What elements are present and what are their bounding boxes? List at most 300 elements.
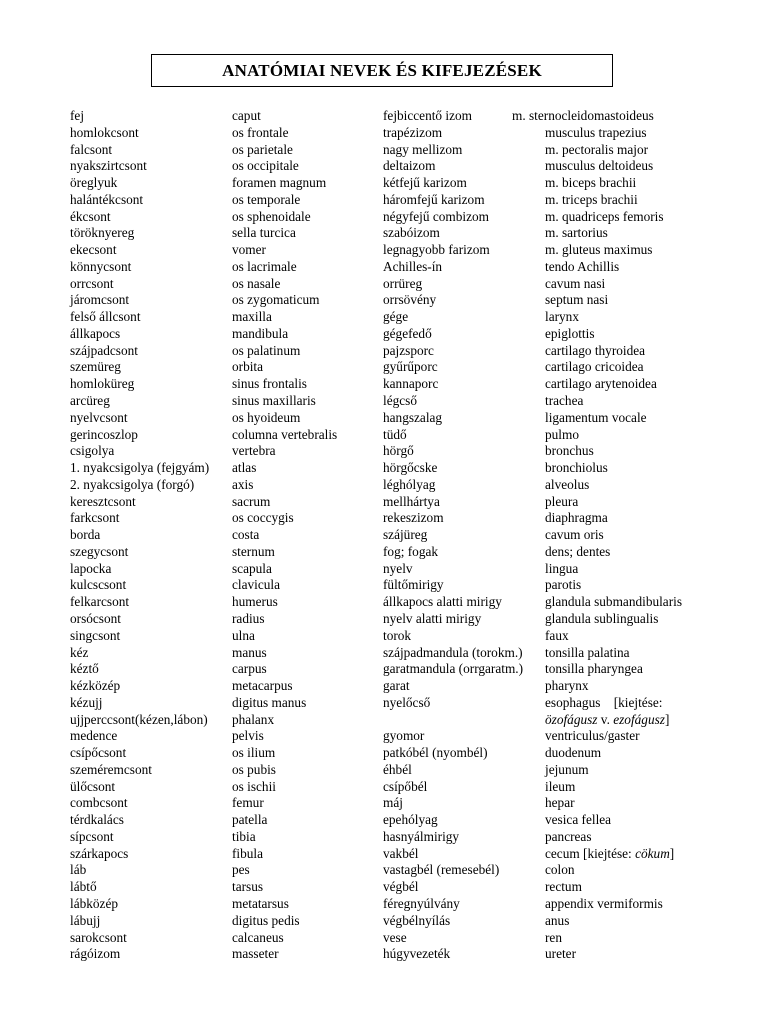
term-text: Achilles-ín — [383, 258, 443, 274]
term-row — [232, 209, 337, 226]
term-text: felkarcsont — [70, 594, 130, 610]
term-text: garatmandula (orrgaratm.) — [383, 661, 524, 677]
term-row — [545, 125, 687, 142]
term-text: cartilago cricoidea — [545, 359, 644, 375]
term-text: vomer — [232, 242, 266, 258]
term-text: tibia — [232, 828, 256, 844]
term-text: háromfejű karizom — [383, 191, 485, 207]
term-text: pleura — [545, 493, 579, 509]
term-text: os frontale — [232, 124, 289, 140]
term-row — [545, 527, 687, 544]
term-text: os pubis — [232, 761, 276, 777]
term-text: tüdő — [383, 426, 407, 442]
term-row — [232, 443, 337, 460]
term-text: szárkapocs — [70, 845, 129, 861]
term-row — [232, 846, 337, 863]
term-text: duodenum — [545, 745, 602, 761]
term-text: nyelv — [383, 560, 413, 576]
term-text: medence — [70, 728, 118, 744]
term-row — [383, 544, 523, 561]
term-row — [232, 762, 337, 779]
term-text: nyelv alatti mirigy — [383, 610, 482, 626]
term-text: os ischii — [232, 778, 276, 794]
term-text: csípőcsont — [70, 745, 127, 761]
term-row — [232, 242, 337, 259]
term-row — [232, 460, 337, 477]
term-row — [232, 611, 337, 628]
term-text: mandibula — [232, 325, 289, 341]
term-text: m. biceps brachii — [545, 175, 637, 191]
term-text: tarsus — [232, 879, 264, 895]
term-row — [70, 678, 209, 695]
term-text: columna vertebralis — [232, 426, 338, 442]
term-text: rekeszizom — [383, 510, 444, 526]
term-row — [383, 477, 523, 494]
term-row — [383, 359, 523, 376]
term-row — [545, 812, 687, 829]
term-text: costa — [232, 527, 260, 543]
term-row — [70, 762, 209, 779]
term-text: glandula sublingualis — [545, 610, 659, 626]
term-row — [383, 276, 523, 293]
term-row — [70, 125, 209, 142]
term-row — [383, 862, 523, 879]
term-text: sinus maxillaris — [232, 393, 316, 409]
term-text: könnycsont — [70, 258, 132, 274]
term-text: állkapocs alatti mirigy — [383, 594, 502, 610]
term-row — [70, 913, 209, 930]
term-row — [383, 745, 523, 762]
term-text: pajzsporc — [383, 342, 434, 358]
pronunciation-mid: v. — [597, 711, 614, 727]
term-text: kézujj — [70, 694, 103, 710]
term-row — [232, 594, 337, 611]
term-row — [545, 829, 687, 846]
term-text: manus — [232, 644, 267, 660]
term-row — [70, 393, 209, 410]
term-row — [383, 913, 523, 930]
term-text: vese — [383, 929, 407, 945]
term-text: ventriculus/gaster — [545, 728, 640, 744]
term-text: pelvis — [232, 728, 264, 744]
term-row — [70, 427, 209, 444]
term-row — [232, 795, 337, 812]
term-row — [70, 158, 209, 175]
term-text: cavum nasi — [545, 275, 606, 291]
term-text: faux — [545, 627, 569, 643]
term-row — [383, 443, 523, 460]
term-row — [545, 678, 687, 695]
term-text: kéz — [70, 644, 89, 660]
term-row — [545, 561, 687, 578]
term-row — [232, 544, 337, 561]
term-row — [232, 561, 337, 578]
term-row — [383, 829, 523, 846]
term-text: sacrum — [232, 493, 271, 509]
term-row — [383, 628, 523, 645]
term-text: m. quadriceps femoris — [545, 208, 664, 224]
term-row — [545, 779, 687, 796]
term-text: digitus pedis — [232, 912, 300, 928]
pronunciation-cecum: cökum — [635, 845, 670, 861]
term-text: bronchus — [545, 443, 594, 459]
term-row — [70, 460, 209, 477]
term-row — [70, 561, 209, 578]
term-row — [70, 494, 209, 511]
term-text: m. sternocleidomastoideus — [512, 108, 654, 123]
term-text: anus — [545, 912, 570, 928]
term-text: végbélnyílás — [383, 912, 451, 928]
term-text: ulna — [232, 627, 255, 643]
term-text: ujjperccsont(kézen,lábon) — [70, 711, 208, 727]
term-text: rectum — [545, 879, 582, 895]
term-row — [383, 695, 523, 729]
term-text: léghólyag — [383, 476, 436, 492]
term-row — [70, 879, 209, 896]
term-row — [232, 829, 337, 846]
term-text: carpus — [232, 661, 267, 677]
term-row — [545, 410, 687, 427]
term-text: lábközép — [70, 895, 118, 911]
term-text: hepar — [545, 795, 575, 811]
term-row — [383, 896, 523, 913]
term-text: nagy mellizom — [383, 141, 463, 157]
term-row — [232, 628, 337, 645]
term-row — [383, 209, 523, 226]
term-row — [70, 577, 209, 594]
term-text: femur — [232, 795, 264, 811]
term-text: szabóizom — [383, 225, 440, 241]
term-text: ékcsont — [70, 208, 111, 224]
pronunciation-b: ezofágusz — [613, 711, 665, 727]
term-text: fejbiccentő izom — [383, 108, 472, 123]
term-text: ligamentum vocale — [545, 409, 647, 425]
term-text: szeméremcsont — [70, 761, 152, 777]
term-text: dens; dentes — [545, 543, 611, 559]
term-text: tonsilla palatina — [545, 644, 630, 660]
term-text: farkcsont — [70, 510, 120, 526]
term-text: m. sartorius — [545, 225, 608, 241]
term-row — [545, 879, 687, 896]
term-text: kétfejű karizom — [383, 175, 467, 191]
term-text: epiglottis — [545, 325, 595, 341]
term-row — [70, 946, 209, 963]
term-row — [232, 577, 337, 594]
term-row — [232, 393, 337, 410]
term-text: 1. nyakcsigolya (fejgyám) — [70, 460, 210, 476]
term-row — [545, 309, 687, 326]
term-row — [70, 343, 209, 360]
term-row — [545, 242, 687, 259]
term-row — [232, 779, 337, 796]
term-text: atlas — [232, 460, 257, 476]
term-row — [545, 611, 687, 628]
term-text: rágóizom — [70, 946, 121, 962]
term-text: vertebra — [232, 443, 276, 459]
term-row — [70, 225, 209, 242]
term-text: féregnyúlvány — [383, 896, 460, 911]
term-text: singcsont — [70, 627, 121, 643]
term-row — [383, 242, 523, 259]
term-text: metacarpus — [232, 678, 293, 694]
term-text: colon — [545, 862, 575, 878]
term-row — [232, 477, 337, 494]
term-row — [70, 712, 209, 729]
term-text: hörgőcske — [383, 460, 438, 476]
term-text: patkóbél (nyombél) — [383, 745, 488, 761]
term-row — [545, 762, 687, 779]
pronunciation-line — [545, 712, 687, 729]
term-text: larynx — [545, 309, 579, 325]
term-row — [383, 175, 523, 192]
term-row — [383, 427, 523, 444]
term-text: hangszalag — [383, 409, 443, 425]
term-text: orrsövény — [383, 292, 437, 308]
term-row — [70, 527, 209, 544]
term-text: pulmo — [545, 426, 579, 442]
term-row — [545, 460, 687, 477]
term-text: gégefedő — [383, 325, 432, 341]
term-text: fültőmirigy — [383, 577, 444, 593]
term-row — [383, 795, 523, 812]
term-row — [383, 728, 523, 745]
term-text: foramen magnum — [232, 175, 327, 191]
term-row — [383, 661, 523, 678]
term-row — [70, 359, 209, 376]
term-row — [383, 225, 523, 242]
term-row — [545, 259, 687, 276]
term-text: os palatinum — [232, 342, 301, 358]
term-text: csípőbél — [383, 778, 428, 794]
term-row — [70, 376, 209, 393]
term-row — [383, 946, 523, 963]
term-text: kulcscsont — [70, 577, 127, 593]
term-row — [545, 930, 687, 947]
term-text: tendo Achillis — [545, 258, 620, 274]
term-text: lábujj — [70, 912, 101, 928]
term-text: diaphragma — [545, 510, 608, 526]
term-row — [70, 259, 209, 276]
term-text: patella — [232, 812, 268, 828]
term-row — [70, 209, 209, 226]
term-row — [70, 326, 209, 343]
term-row — [545, 494, 687, 511]
term-text: kannaporc — [383, 376, 439, 392]
term-row — [545, 359, 687, 376]
term-row — [232, 292, 337, 309]
term-text: cavum oris — [545, 527, 604, 543]
term-row — [232, 527, 337, 544]
term-text: halántékcsont — [70, 191, 144, 207]
term-row — [545, 225, 687, 242]
term-row — [383, 527, 523, 544]
term-text: szájüreg — [383, 527, 428, 543]
term-row — [232, 678, 337, 695]
term-row — [70, 242, 209, 259]
term-text: epehólyag — [383, 812, 438, 828]
term-row — [545, 142, 687, 159]
term-text: torok — [383, 627, 412, 643]
term-row — [70, 628, 209, 645]
term-row — [70, 745, 209, 762]
term-text: lábtő — [70, 879, 97, 895]
term-row — [383, 846, 523, 863]
term-row — [232, 879, 337, 896]
term-text: vastagbél (remesebél) — [383, 862, 500, 878]
term-text: mellhártya — [383, 493, 440, 509]
term-row — [70, 510, 209, 527]
term-row — [232, 376, 337, 393]
term-text: os lacrimale — [232, 258, 297, 274]
term-text: lingua — [545, 560, 579, 576]
term-text: arcüreg — [70, 393, 110, 409]
term-text: os temporale — [232, 191, 301, 207]
term-row — [70, 645, 209, 662]
term-text: deltaizom — [383, 158, 436, 174]
term-text: pes — [232, 862, 250, 878]
term-row — [545, 946, 687, 963]
term-text: ekecsont — [70, 242, 117, 258]
term-text: sella turcica — [232, 225, 296, 241]
term-row — [232, 745, 337, 762]
term-row — [232, 494, 337, 511]
term-row — [383, 460, 523, 477]
term-row — [70, 108, 209, 125]
term-row — [70, 410, 209, 427]
term-text: kézközép — [70, 678, 121, 694]
term-row — [545, 427, 687, 444]
term-text: tonsilla pharyngea — [545, 661, 643, 677]
term-row — [70, 544, 209, 561]
term-row — [545, 276, 687, 293]
term-text: cecum [kiejtése: — [545, 845, 636, 861]
term-row — [545, 695, 687, 729]
term-row — [545, 594, 687, 611]
term-row — [383, 158, 523, 175]
term-text: szájpadmandula (torokm.) — [383, 644, 523, 660]
term-row — [383, 510, 523, 527]
term-text: m. gluteus maximus — [545, 242, 653, 258]
term-text: gyomor — [383, 728, 425, 744]
term-row — [383, 376, 523, 393]
term-row — [70, 192, 209, 209]
term-row — [383, 645, 523, 662]
pronunciation-end: ] — [669, 845, 675, 861]
term-row — [545, 913, 687, 930]
term-row — [232, 343, 337, 360]
column-hungarian-1 — [70, 108, 209, 963]
term-text: ureter — [545, 946, 577, 962]
term-row — [383, 561, 523, 578]
term-text: ülőcsont — [70, 778, 116, 794]
column-hungarian-2 — [383, 108, 523, 963]
term-row — [232, 175, 337, 192]
term-text: fibula — [232, 845, 264, 861]
term-text: maxilla — [232, 309, 272, 325]
term-text: öreglyuk — [70, 175, 118, 191]
term-row — [232, 225, 337, 242]
term-row — [383, 494, 523, 511]
term-text: homlokcsont — [70, 124, 139, 140]
term-text: homloküreg — [70, 376, 135, 392]
term-text: glandula submandibularis — [545, 594, 683, 610]
term-text: térdkalács — [70, 812, 124, 828]
term-row — [232, 427, 337, 444]
term-text: os parietale — [232, 141, 293, 157]
column-latin-2 — [512, 108, 687, 963]
term-row — [545, 862, 687, 879]
term-text: nyelőcső — [383, 694, 431, 710]
term-text: nyelvcsont — [70, 409, 128, 425]
term-text: trapézizom — [383, 124, 443, 140]
term-text: ren — [545, 929, 562, 945]
term-text: orrüreg — [383, 275, 423, 291]
page-title: ANATÓMIAI NEVEK ÉS KIFEJEZÉSEK — [222, 60, 542, 80]
column-latin-1 — [232, 108, 337, 963]
term-row — [232, 108, 337, 125]
term-row — [545, 628, 687, 645]
term-text: gerincoszlop — [70, 426, 138, 442]
term-row — [70, 846, 209, 863]
term-text: falcsont — [70, 141, 113, 157]
term-row — [383, 779, 523, 796]
term-row — [545, 645, 687, 662]
term-text: os occipitale — [232, 158, 299, 174]
term-row — [545, 728, 687, 745]
term-text: m. pectoralis major — [545, 141, 649, 157]
term-row — [70, 611, 209, 628]
term-row — [545, 443, 687, 460]
term-text: kéztő — [70, 661, 99, 677]
term-text: felső állcsont — [70, 309, 141, 325]
pronunciation-note: [kiejtése: — [610, 694, 663, 710]
term-text: szemüreg — [70, 359, 121, 375]
term-text: phalanx — [232, 711, 275, 727]
term-row — [383, 930, 523, 947]
term-text: sternum — [232, 543, 275, 559]
term-row — [70, 862, 209, 879]
term-row — [383, 192, 523, 209]
term-text: pharynx — [545, 678, 589, 694]
term-text: esophagus — [545, 694, 601, 710]
term-row — [383, 125, 523, 142]
term-text: húgyvezeték — [383, 946, 451, 962]
pronunciation-a: özofágusz — [545, 711, 598, 727]
term-row — [232, 712, 337, 729]
term-row — [70, 779, 209, 796]
term-row — [232, 728, 337, 745]
term-row — [232, 812, 337, 829]
term-row — [232, 259, 337, 276]
term-text: os sphenoidale — [232, 208, 311, 224]
title-box — [151, 54, 613, 87]
term-row — [545, 544, 687, 561]
term-text: legnagyobb farizom — [383, 242, 490, 258]
term-row — [70, 896, 209, 913]
term-row — [383, 108, 523, 125]
term-text: keresztcsont — [70, 493, 136, 509]
term-row — [545, 393, 687, 410]
term-row — [545, 326, 687, 343]
term-text: masseter — [232, 946, 279, 962]
term-text: nyakszirtcsont — [70, 158, 147, 174]
term-row — [383, 259, 523, 276]
term-text: sinus frontalis — [232, 376, 307, 392]
term-row — [232, 645, 337, 662]
term-row — [545, 158, 687, 175]
term-text: ileum — [545, 778, 576, 794]
term-text: szájpadcsont — [70, 342, 138, 358]
